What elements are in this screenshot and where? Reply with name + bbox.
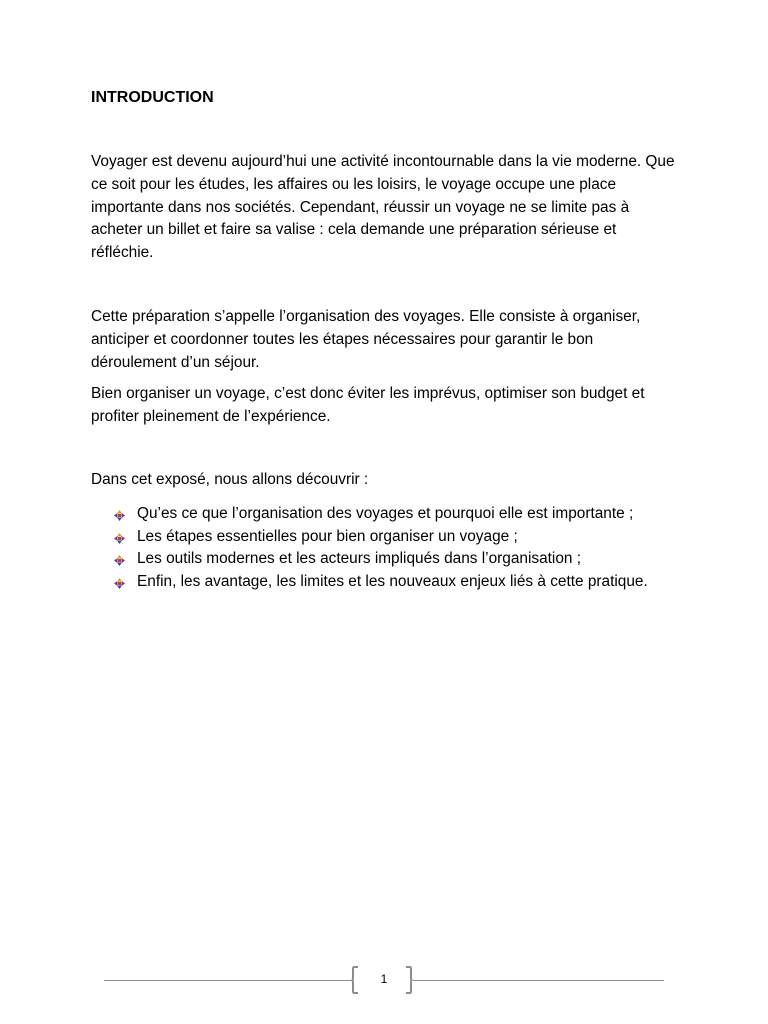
page-footer [0, 962, 768, 998]
list-item [114, 548, 684, 571]
list-item [114, 503, 684, 526]
topics-list [114, 503, 684, 593]
page-number: 1 [380, 972, 388, 986]
intro-paragraph-1: Voyager est devenu aujourd’hui une activité incontournable dans la vie moderne. Que ce soit pour les études, les affaires ou les loisirs, le voyage occupe une place importante dans nos sociétés. Cependant, réussir un voyage ne se limite pas à acheter un billet et faire sa valise : cela demande une préparation sérieuse et réfléchie. [91, 153, 675, 262]
footer-divider-left [104, 980, 352, 981]
intro-paragraph-3: Bien organiser un voyage, c’est donc éviter les imprévus, optimiser son budget et profiter pleinement de l’expérience. [91, 385, 645, 425]
list-item-text: Les outils modernes et les acteurs impliqués dans l’organisation ; [137, 550, 581, 567]
arrow-bullet-icon [114, 533, 125, 544]
right-bracket-icon [405, 966, 413, 994]
list-item-text: Qu’es ce que l’organisation des voyages et pourquoi elle est importante ; [137, 505, 634, 522]
left-bracket-icon [351, 966, 359, 994]
arrow-bullet-icon [114, 578, 125, 589]
list-item-text: Enfin, les avantage, les limites et les nouveaux enjeux liés à cette pratique. [137, 572, 648, 590]
list-item [114, 526, 684, 549]
arrow-bullet-icon [114, 555, 125, 566]
intro-paragraph-2: Cette préparation s’appelle l’organisation des voyages. Elle consiste à organiser, anticiper et coordonner toutes les étapes nécessaires pour garantir le bon déroulement d’un séjour. [91, 308, 641, 371]
list-item-text: Les étapes essentielles pour bien organiser un voyage ; [137, 527, 518, 545]
footer-divider-right [413, 980, 664, 981]
intro-paragraph-4: Dans cet exposé, nous allons découvrir : [91, 471, 369, 488]
arrow-bullet-icon [114, 510, 125, 521]
list-item [114, 571, 684, 594]
page-title: INTRODUCTION [91, 89, 214, 106]
